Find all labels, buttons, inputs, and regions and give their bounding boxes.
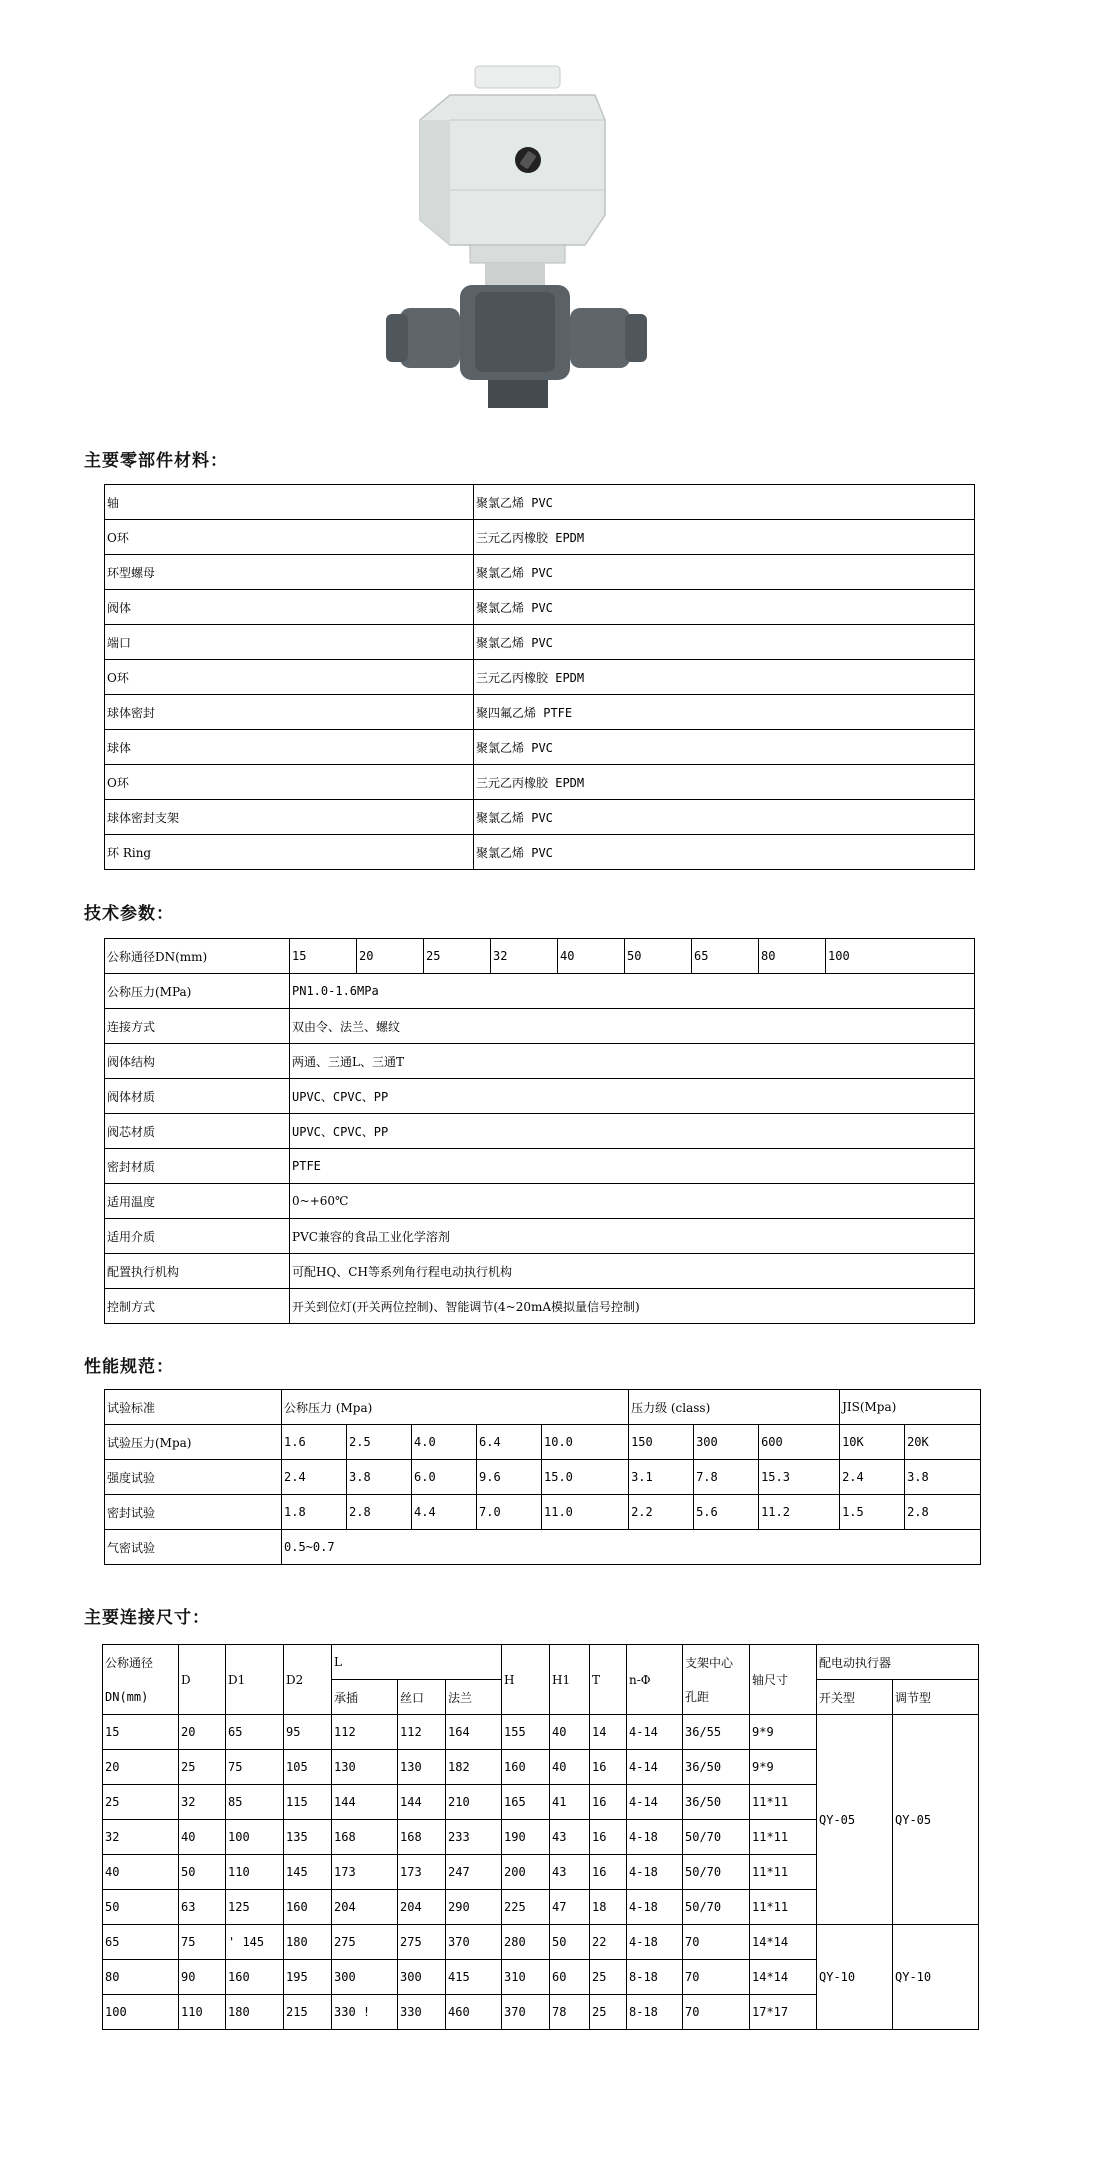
dims-table [102,1644,979,2030]
table-row: 100 110 180 215 330 ! 330 460 370 78 25 8-18 70 17*17 [103,1995,979,2030]
table-row: 80 90 160 195 300 300 415 310 60 25 8-18 70 14*14 [103,1960,979,1995]
table-row: 阀体结构 两通、三通L、三通T [105,1044,975,1079]
table-row: 密封试验 1.8 2.8 4.4 7.0 11.0 2.2 5.6 11.2 1.5 2.8 [105,1495,981,1530]
table-row: 阀芯材质 UPVC、CPVC、PP [105,1114,975,1149]
table-row: 轴 聚氯乙烯 PVC [105,485,975,520]
table-row: 气密试验 0.5~0.7 [105,1530,981,1565]
actuator-switch-group2: QY-10 [817,1925,893,2030]
table-row: 密封材质 PTFE [105,1149,975,1184]
table-row: 连接方式 双由令、法兰、螺纹 [105,1009,975,1044]
materials-heading: 主要零部件材料： [84,451,228,471]
table-row: 环 Ring 聚氯乙烯 PVC [105,835,975,870]
perf-table [104,1389,981,1565]
actuator-regulate-group2: QY-10 [893,1925,979,2030]
table-row: 25 32 85 115 144 144 210 165 41 16 4-14 36/50 11*11 [103,1785,979,1820]
perf-heading: 性能规范： [84,1357,174,1377]
table-row: 20 25 75 105 130 130 182 160 40 16 4-14 36/50 9*9 [103,1750,979,1785]
table-header-row: DN(mm) 承插 丝口 法兰 孔距 开关型 调节型 [103,1680,979,1715]
table-row: O环 三元乙丙橡胶 EPDM [105,660,975,695]
table-row: 端口 聚氯乙烯 PVC [105,625,975,660]
table-row: 65 75 ' 145 180 275 275 370 280 50 22 4-18 70 14*14 QY-10 QY-10 [103,1925,979,1960]
product-image [380,60,660,420]
tech-heading: 技术参数： [84,904,174,924]
table-row: 公称通径DN(mm) 15 20 25 32 40 50 65 80 100 [105,939,975,974]
table-header-row: 公称通径 D D1 D2 L H H1 T n-Φ 支架中心 轴尺寸 配电动执行器 [103,1645,979,1680]
dims-heading: 主要连接尺寸： [84,1608,210,1628]
table-row: 32 40 100 135 168 168 233 190 43 16 4-18 50/70 11*11 [103,1820,979,1855]
table-row: 阀体 聚氯乙烯 PVC [105,590,975,625]
table-row: 试验压力(Mpa) 1.6 2.5 4.0 6.4 10.0 150 300 600 10K 20K [105,1425,981,1460]
table-row: O环 三元乙丙橡胶 EPDM [105,520,975,555]
table-row: 适用温度 0~+60℃ [105,1184,975,1219]
table-row: 50 63 125 160 204 204 290 225 47 18 4-18 50/70 11*11 [103,1890,979,1925]
table-row: 球体密封支架 聚氯乙烯 PVC [105,800,975,835]
table-row: 球体密封 聚四氟乙烯 PTFE [105,695,975,730]
table-row: 球体 聚氯乙烯 PVC [105,730,975,765]
table-row: 阀体材质 UPVC、CPVC、PP [105,1079,975,1114]
table-row: 试验标准 公称压力 (Mpa) 压力级 (class) JIS(Mpa) [105,1390,981,1425]
electric-actuator-valve-icon [380,60,660,420]
tech-table [104,938,975,1324]
table-row: 控制方式 开关到位灯(开关两位控制)、智能调节(4~20mA模拟量信号控制) [105,1289,975,1324]
actuator-switch-group1: QY-05 [817,1715,893,1925]
table-row: 40 50 110 145 173 173 247 200 43 16 4-18 50/70 11*11 [103,1855,979,1890]
table-row: 配置执行机构 可配HQ、CH等系列角行程电动执行机构 [105,1254,975,1289]
table-row: 15 20 65 95 112 112 164 155 40 14 4-14 36/55 9*9 QY-05 QY-05 [103,1715,979,1750]
table-row: 环型螺母 聚氯乙烯 PVC [105,555,975,590]
materials-table [104,484,975,870]
table-row: 适用介质 PVC兼容的食品工业化学溶剂 [105,1219,975,1254]
actuator-regulate-group1: QY-05 [893,1715,979,1925]
table-row: 公称压力(MPa) PN1.0-1.6MPa [105,974,975,1009]
table-row: O环 三元乙丙橡胶 EPDM [105,765,975,800]
table-row: 强度试验 2.4 3.8 6.0 9.6 15.0 3.1 7.8 15.3 2.4 3.8 [105,1460,981,1495]
